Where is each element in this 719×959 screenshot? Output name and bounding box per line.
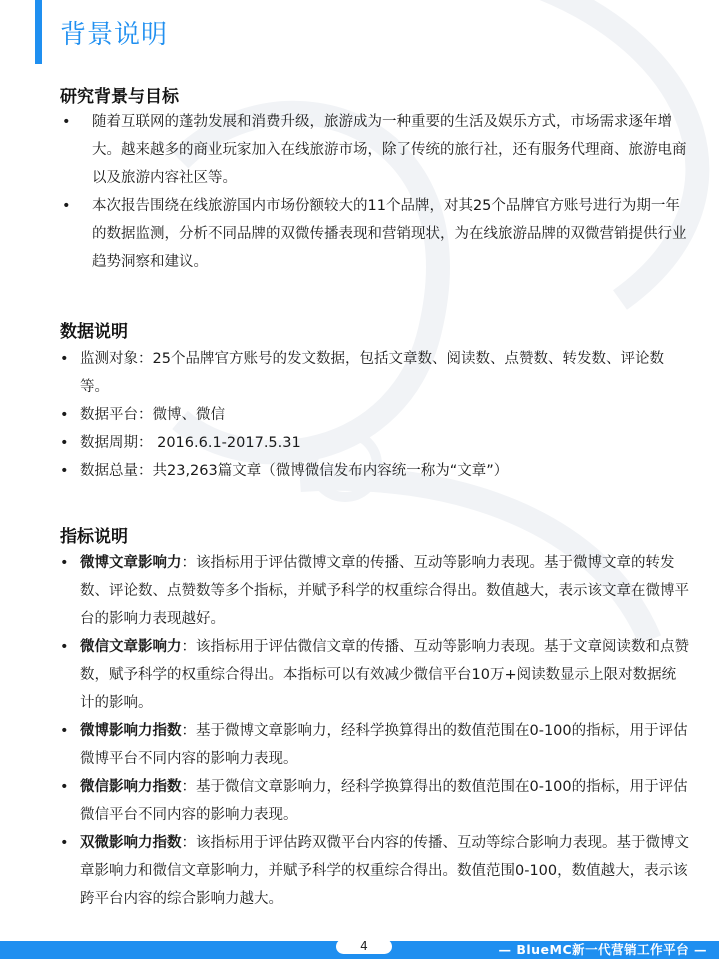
- section-heading-background: 研究背景与目标: [60, 87, 179, 107]
- data-list: [60, 345, 690, 485]
- list-item: [60, 717, 690, 773]
- metric-desc: ：该指标用于评估跨双微平台内容的传播、互动等综合影响力表现。基于微博文章影响力和微信文章影响力，并赋予科学的权重综合得出。数值范围0-100，数值越大，表示该跨平台内容的综合影响力越大。: [80, 835, 689, 907]
- footer-brand: — BlueMC新一代营销工作平台 —: [498, 942, 707, 957]
- list-item: • 数据平台：微博、微信: [60, 401, 690, 429]
- list-item: • 数据周期： 2016.6.1-2017.5.31: [60, 429, 690, 457]
- section-heading-data: 数据说明: [60, 322, 128, 342]
- metric-desc: ：基于微信文章影响力，经科学换算得出的数值范围在0-100的指标，用于评估微信平台不同内容的影响力表现。: [80, 779, 688, 823]
- list-item: • 本次报告围绕在线旅游国内市场份额较大的11个品牌，对其25个品牌官方账号进行为期一年的数据监测，分析不同品牌的双微传播表现和营销现状，为在线旅游品牌的双微营销提供行业趋势洞察和建议。: [60, 192, 690, 276]
- page-number: 4: [336, 939, 392, 954]
- list-item: • 随着互联网的蓬勃发展和消费升级，旅游成为一种重要的生活及娱乐方式，市场需求逐年增大。越来越多的商业玩家加入在线旅游市场，除了传统的旅行社，还有服务代理商、旅游电商以及旅游内容社区等。: [60, 108, 690, 192]
- page-title: 背景说明: [60, 20, 169, 50]
- list-item: [60, 549, 690, 633]
- metric-term: 微博文章影响力: [80, 555, 182, 571]
- list-item: [60, 829, 690, 913]
- list-item: [60, 773, 690, 829]
- section-heading-metrics: 指标说明: [60, 527, 128, 547]
- title-accent-bar: [35, 0, 42, 64]
- metric-desc: ：基于微博文章影响力，经科学换算得出的数值范围在0-100的指标，用于评估微博平台不同内容的影响力表现。: [80, 723, 688, 767]
- list-item: [60, 633, 690, 717]
- metric-term: 微信文章影响力: [80, 639, 182, 655]
- metric-term: 微信影响力指数: [80, 779, 182, 795]
- metric-term: 双微影响力指数: [80, 835, 182, 851]
- background-list: [60, 108, 690, 276]
- metric-desc: ：该指标用于评估微信文章的传播、互动等影响力表现。基于文章阅读数和点赞数，赋予科学的权重综合得出。本指标可以有效减少微信平台10万+阅读数显示上限对数据统计的影响。: [80, 639, 689, 711]
- list-item: • 数据总量：共23,263篇文章（微博微信发布内容统一称为“文章”）: [60, 457, 690, 485]
- metrics-list: [60, 549, 690, 913]
- list-item: • 监测对象：25个品牌官方账号的发文数据，包括文章数、阅读数、点赞数、转发数、评论数等。: [60, 345, 690, 401]
- metric-desc: ：该指标用于评估微博文章的传播、互动等影响力表现。基于微博文章的转发数、评论数、点赞数等多个指标，并赋予科学的权重综合得出。数值越大，表示该文章在微博平台的影响力表现越好。: [80, 555, 689, 627]
- metric-term: 微博影响力指数: [80, 723, 182, 739]
